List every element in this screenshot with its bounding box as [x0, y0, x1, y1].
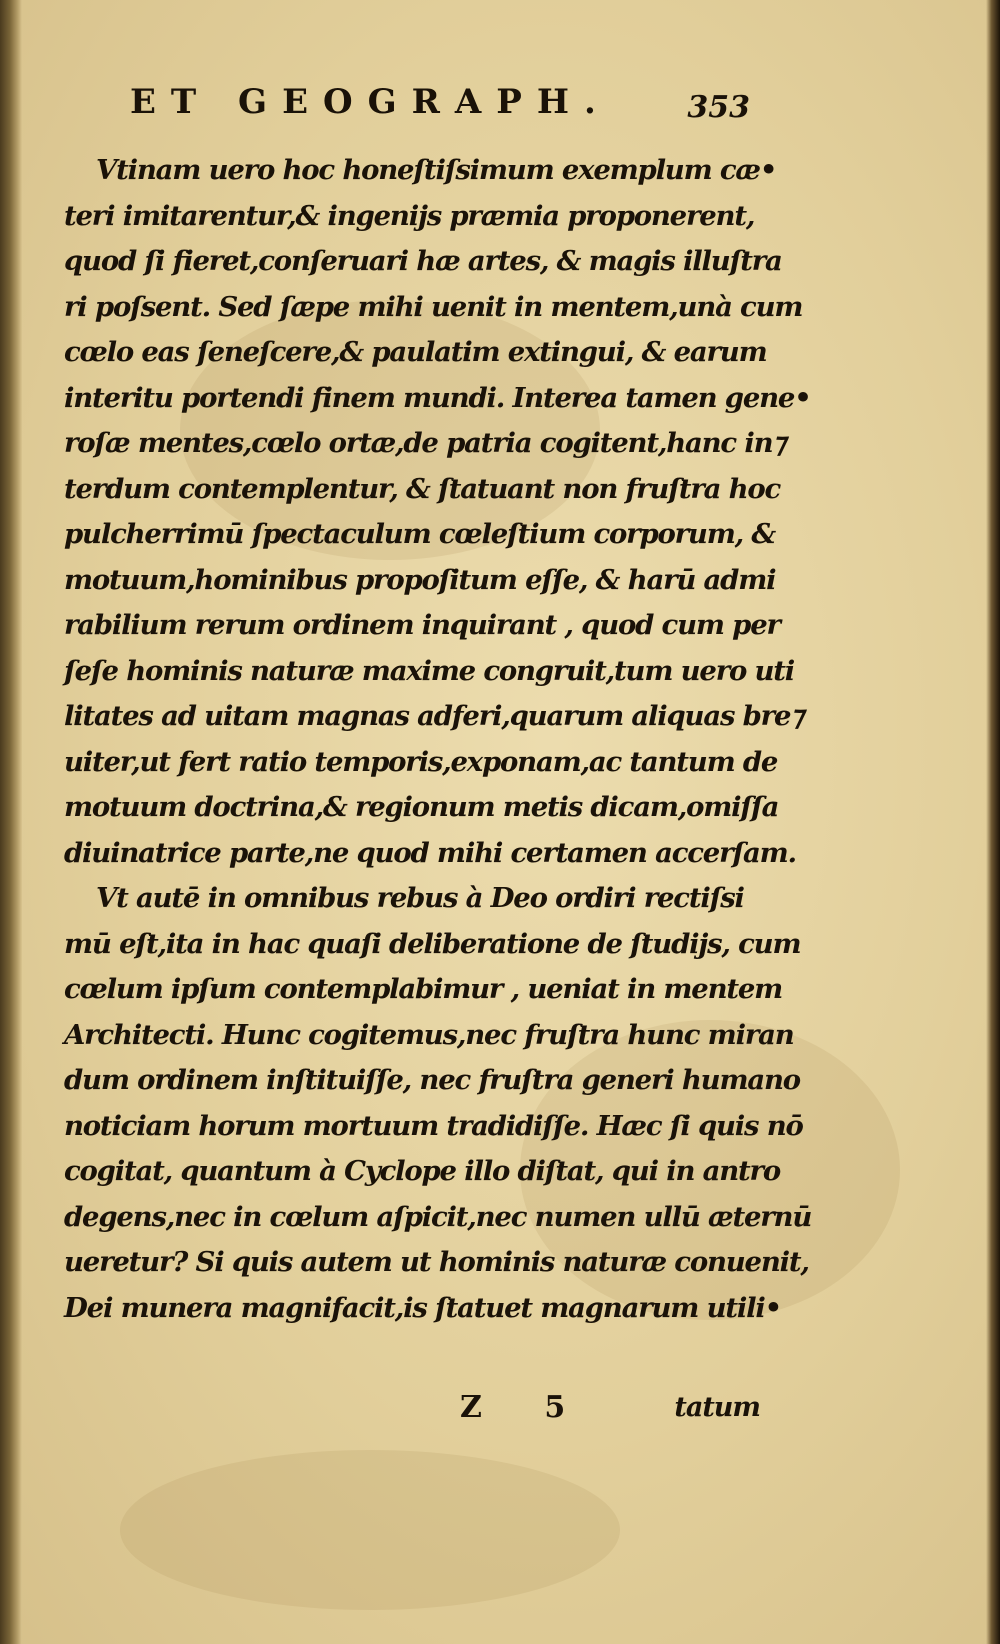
page-edge-shadow	[986, 0, 1000, 1644]
text-line: ri poſsent. Sed ſæpe mihi uenit in mentem,unà cum	[64, 290, 803, 323]
text-line: Vt autē in omnibus rebus à Deo ordiri rectiſsi	[96, 882, 744, 914]
text-line: degens,nec in cœlum aſpicit,nec numen ullū æternū	[64, 1200, 812, 1233]
text-line: litates ad uitam magnas adferi,quarum aliquas bre⁊	[64, 700, 803, 732]
signature-mark: Z 5	[460, 1390, 592, 1425]
text-line: mū eſt,ita in hac quaſi deliberatione de ſtudijs, cum	[64, 927, 801, 960]
paper-stain	[120, 1450, 620, 1610]
page-number: 353	[687, 90, 750, 125]
text-line: ſeſe hominis naturæ maxime congruit,tum uero uti	[64, 654, 795, 687]
text-line: ueretur? Si quis autem ut hominis naturæ conuenit,	[64, 1246, 809, 1278]
text-line: noticiam horum mortuum tradidiſſe. Hæc ſi quis nō	[64, 1109, 803, 1142]
catchword: tatum	[674, 1392, 760, 1423]
text-line: pulcherrimū ſpectaculum cœleſtium corporum, &	[64, 518, 775, 550]
running-head: ET GEOGRAPH.	[130, 82, 611, 122]
text-line: Dei munera magnifacit,is ſtatuet magnarum utili•	[64, 1291, 781, 1324]
text-line: cœlo eas ſeneſcere,& paulatim extingui, & earum	[64, 336, 767, 368]
text-line: terdum contemplentur, & ſtatuant non fruſtra hoc	[64, 472, 781, 505]
text-line: motuum doctrina,& regionum metis dicam,omiſſa	[64, 791, 779, 823]
text-line: teri imitarentur,& ingenijs præmia proponerent,	[64, 199, 755, 232]
text-line: uiter,ut fert ratio temporis,exponam,ac tantum de	[64, 745, 778, 778]
body-text	[64, 148, 812, 1331]
page-header	[110, 82, 750, 132]
text-line: quod ſi fieret,conſeruari hæ artes, & magis illuſtra	[64, 245, 782, 277]
text-line: Architecti. Hunc cogitemus,nec fruſtra hunc miran	[64, 1018, 794, 1051]
text-line: diuinatrice parte,ne quod mihi certamen accerſam.	[64, 836, 796, 869]
text-line: dum ordinem inſtituiſſe, nec fruſtra generi humano	[64, 1064, 800, 1096]
text-line: motuum,hominibus propoſitum eſſe, & harū admi	[64, 563, 776, 596]
text-line: cœlum ipſum contemplabimur , ueniat in mentem	[64, 973, 783, 1005]
text-line: Vtinam uero hoc honeſtiſsimum exemplum cæ•	[96, 154, 777, 186]
text-line: roſæ mentes,cœlo ortæ,de patria cogitent,hanc in⁊	[64, 427, 785, 459]
binding-edge	[0, 0, 22, 1644]
page-footer	[460, 1390, 760, 1440]
text-line: rabilium rerum ordinem inquirant , quod cum per	[64, 609, 780, 641]
text-line: interitu portendi finem mundi. Interea tamen gene•	[64, 381, 811, 414]
text-line: cogitat, quantum à Cyclope illo diſtat, qui in antro	[64, 1155, 780, 1187]
